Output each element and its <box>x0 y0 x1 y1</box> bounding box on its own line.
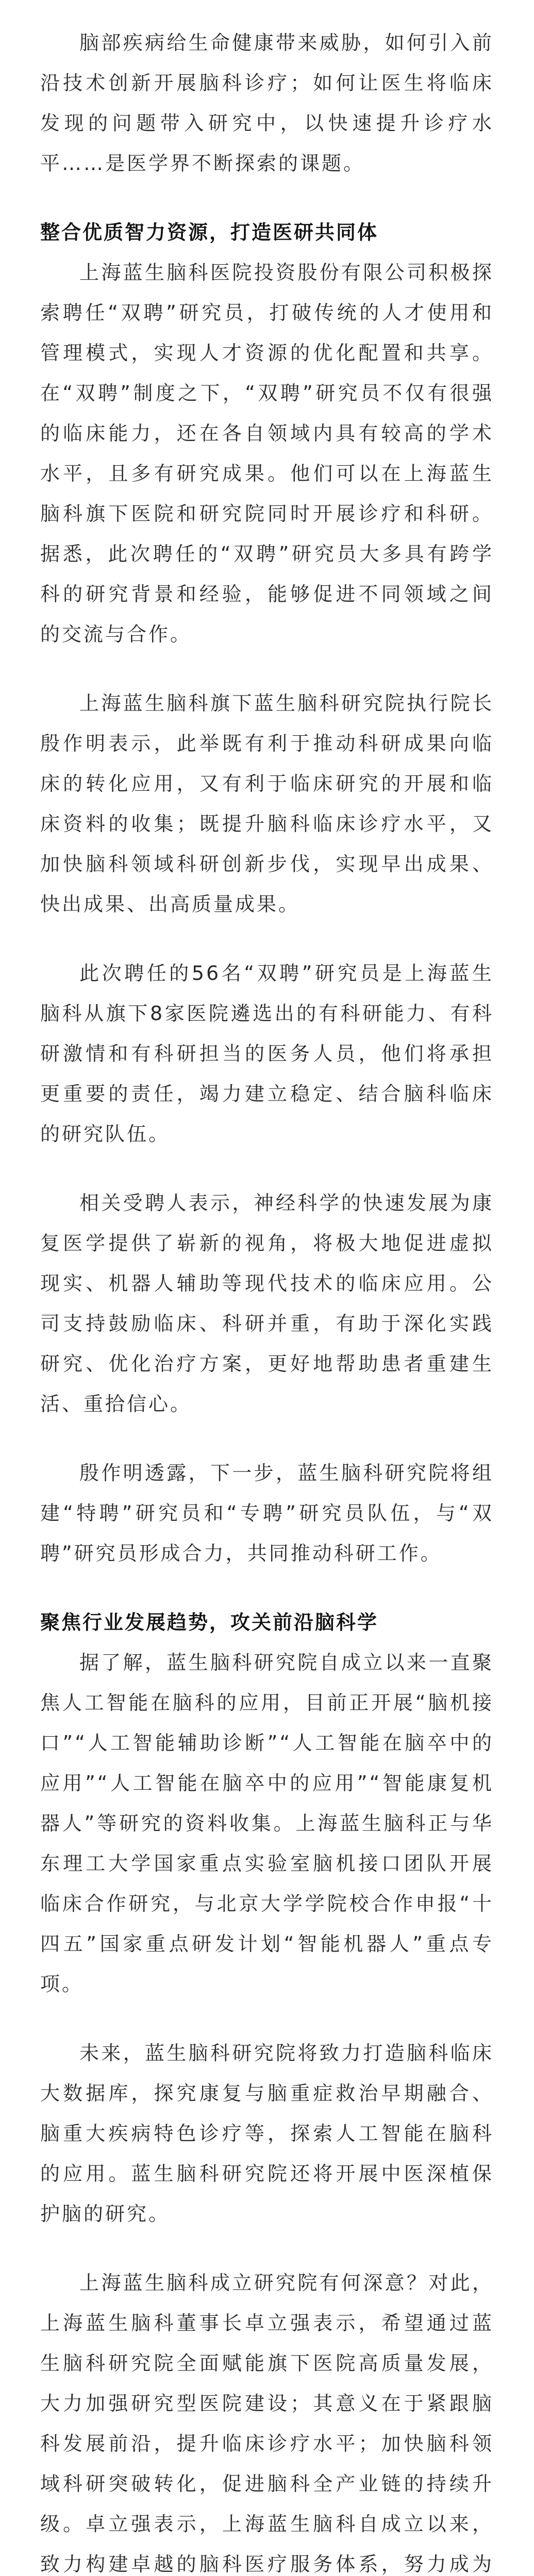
article-paragraph: 殷作明透露，下一步，蓝生脑科研究院将组建“特聘”研究员和“专聘”研究员队伍，与“双聘”研究员形成合力，共同推动科研工作。 <box>40 1462 494 1565</box>
article-paragraph: 据了解，蓝生脑科研究院自成立以来一直聚焦人工智能在脑科的应用，目前正开展“脑机接口”“人工智能辅助诊断”“人工智能在脑卒中的应用”“人工智能在脑卒中的应用”“智能康复机器人”等研究的资料收集。上海蓝生脑科正与华东理工大学国家重点实验室脑机接口团队开展临床合作研究，与北京大学学院校合作申报“十四五”国家重点研发计划“智能机器人”重点专项。 <box>40 1651 494 1995</box>
article-paragraph: 相关受聘人表示，神经科学的快速发展为康复医学提供了崭新的视角，将极大地促进虚拟现实、机器人辅助等现代技术的临床应用。公司支持鼓励临床、科研并重，有助于深化实践研究、优化治疗方案，更好地帮助患者重建生活、重拾信心。 <box>40 1192 494 1415</box>
article-paragraph: 未来，蓝生脑科研究院将致力打造脑科临床大数据库，探究康复与脑重症救治早期融合、脑重大疾病特色诊疗等，探索人工智能在脑科的应用。蓝生脑科研究院还将开展中医深植保护脑的研究。 <box>40 2042 494 2225</box>
article-paragraph: 脑部疾病给生命健康带来威胁，如何引入前沿技术创新开展脑科诊疗；如何让医生将临床发现的问题带入研究中，以快速提升诊疗水平……是医学界不断探索的课题。 <box>40 31 494 175</box>
section-heading: 聚焦行业发展趋势，攻关前沿脑科学 <box>40 1611 379 1634</box>
article-paragraph: 上海蓝生脑科成立研究院有何深意？对此，上海蓝生脑科董事长卓立强表示，希望通过蓝生脑科研究院全面赋能旗下医院高质量发展，大力加强研究型医院建设；其意义在于紧跟脑科发展前沿，提升临床诊疗水平；加快脑科领域科研突破转化，促进脑科全产业链的持续升级。卓立强表示，上海蓝生脑科自成立以来，致力构建卓越的脑科医疗服务体系，努力成为 <box>40 2272 494 2575</box>
article-paragraph: 此次聘任的56名“双聘”研究员是上海蓝生脑科从旗下8家医院遴选出的有科研能力、有科研激情和有科研担当的医务人员，他们将承担更重要的责任，竭力建立稳定、结合脑科临床的研究队伍。 <box>40 962 494 1145</box>
section-heading: 整合优质智力资源，打造医研共同体 <box>40 221 379 244</box>
article-paragraph: 上海蓝生脑科旗下蓝生脑科研究院执行院长殷作明表示，此举既有利于推动科研成果向临床的转化应用，又有利于临床研究的开展和临床资料的收集；既提升脑科临床诊疗水平，又加快脑科领域科研创新步伐，实现早出成果、快出成果、出高质量成果。 <box>40 692 494 916</box>
article-paragraph: 上海蓝生脑科医院投资股份有限公司积极探索聘任“双聘”研究员，打破传统的人才使用和管理模式，实现人才资源的优化配置和共享。在“双聘”制度之下，“双聘”研究员不仅有很强的临床能力，还在各自领域内具有较高的学术水平，且多有研究成果。他们可以在上海蓝生脑科旗下医院和研究院同时开展诊疗和科研。据悉，此次聘任的“双聘”研究员大多具有跨学科的研究背景和经验，能够促进不同领域之间的交流与合作。 <box>40 261 494 646</box>
